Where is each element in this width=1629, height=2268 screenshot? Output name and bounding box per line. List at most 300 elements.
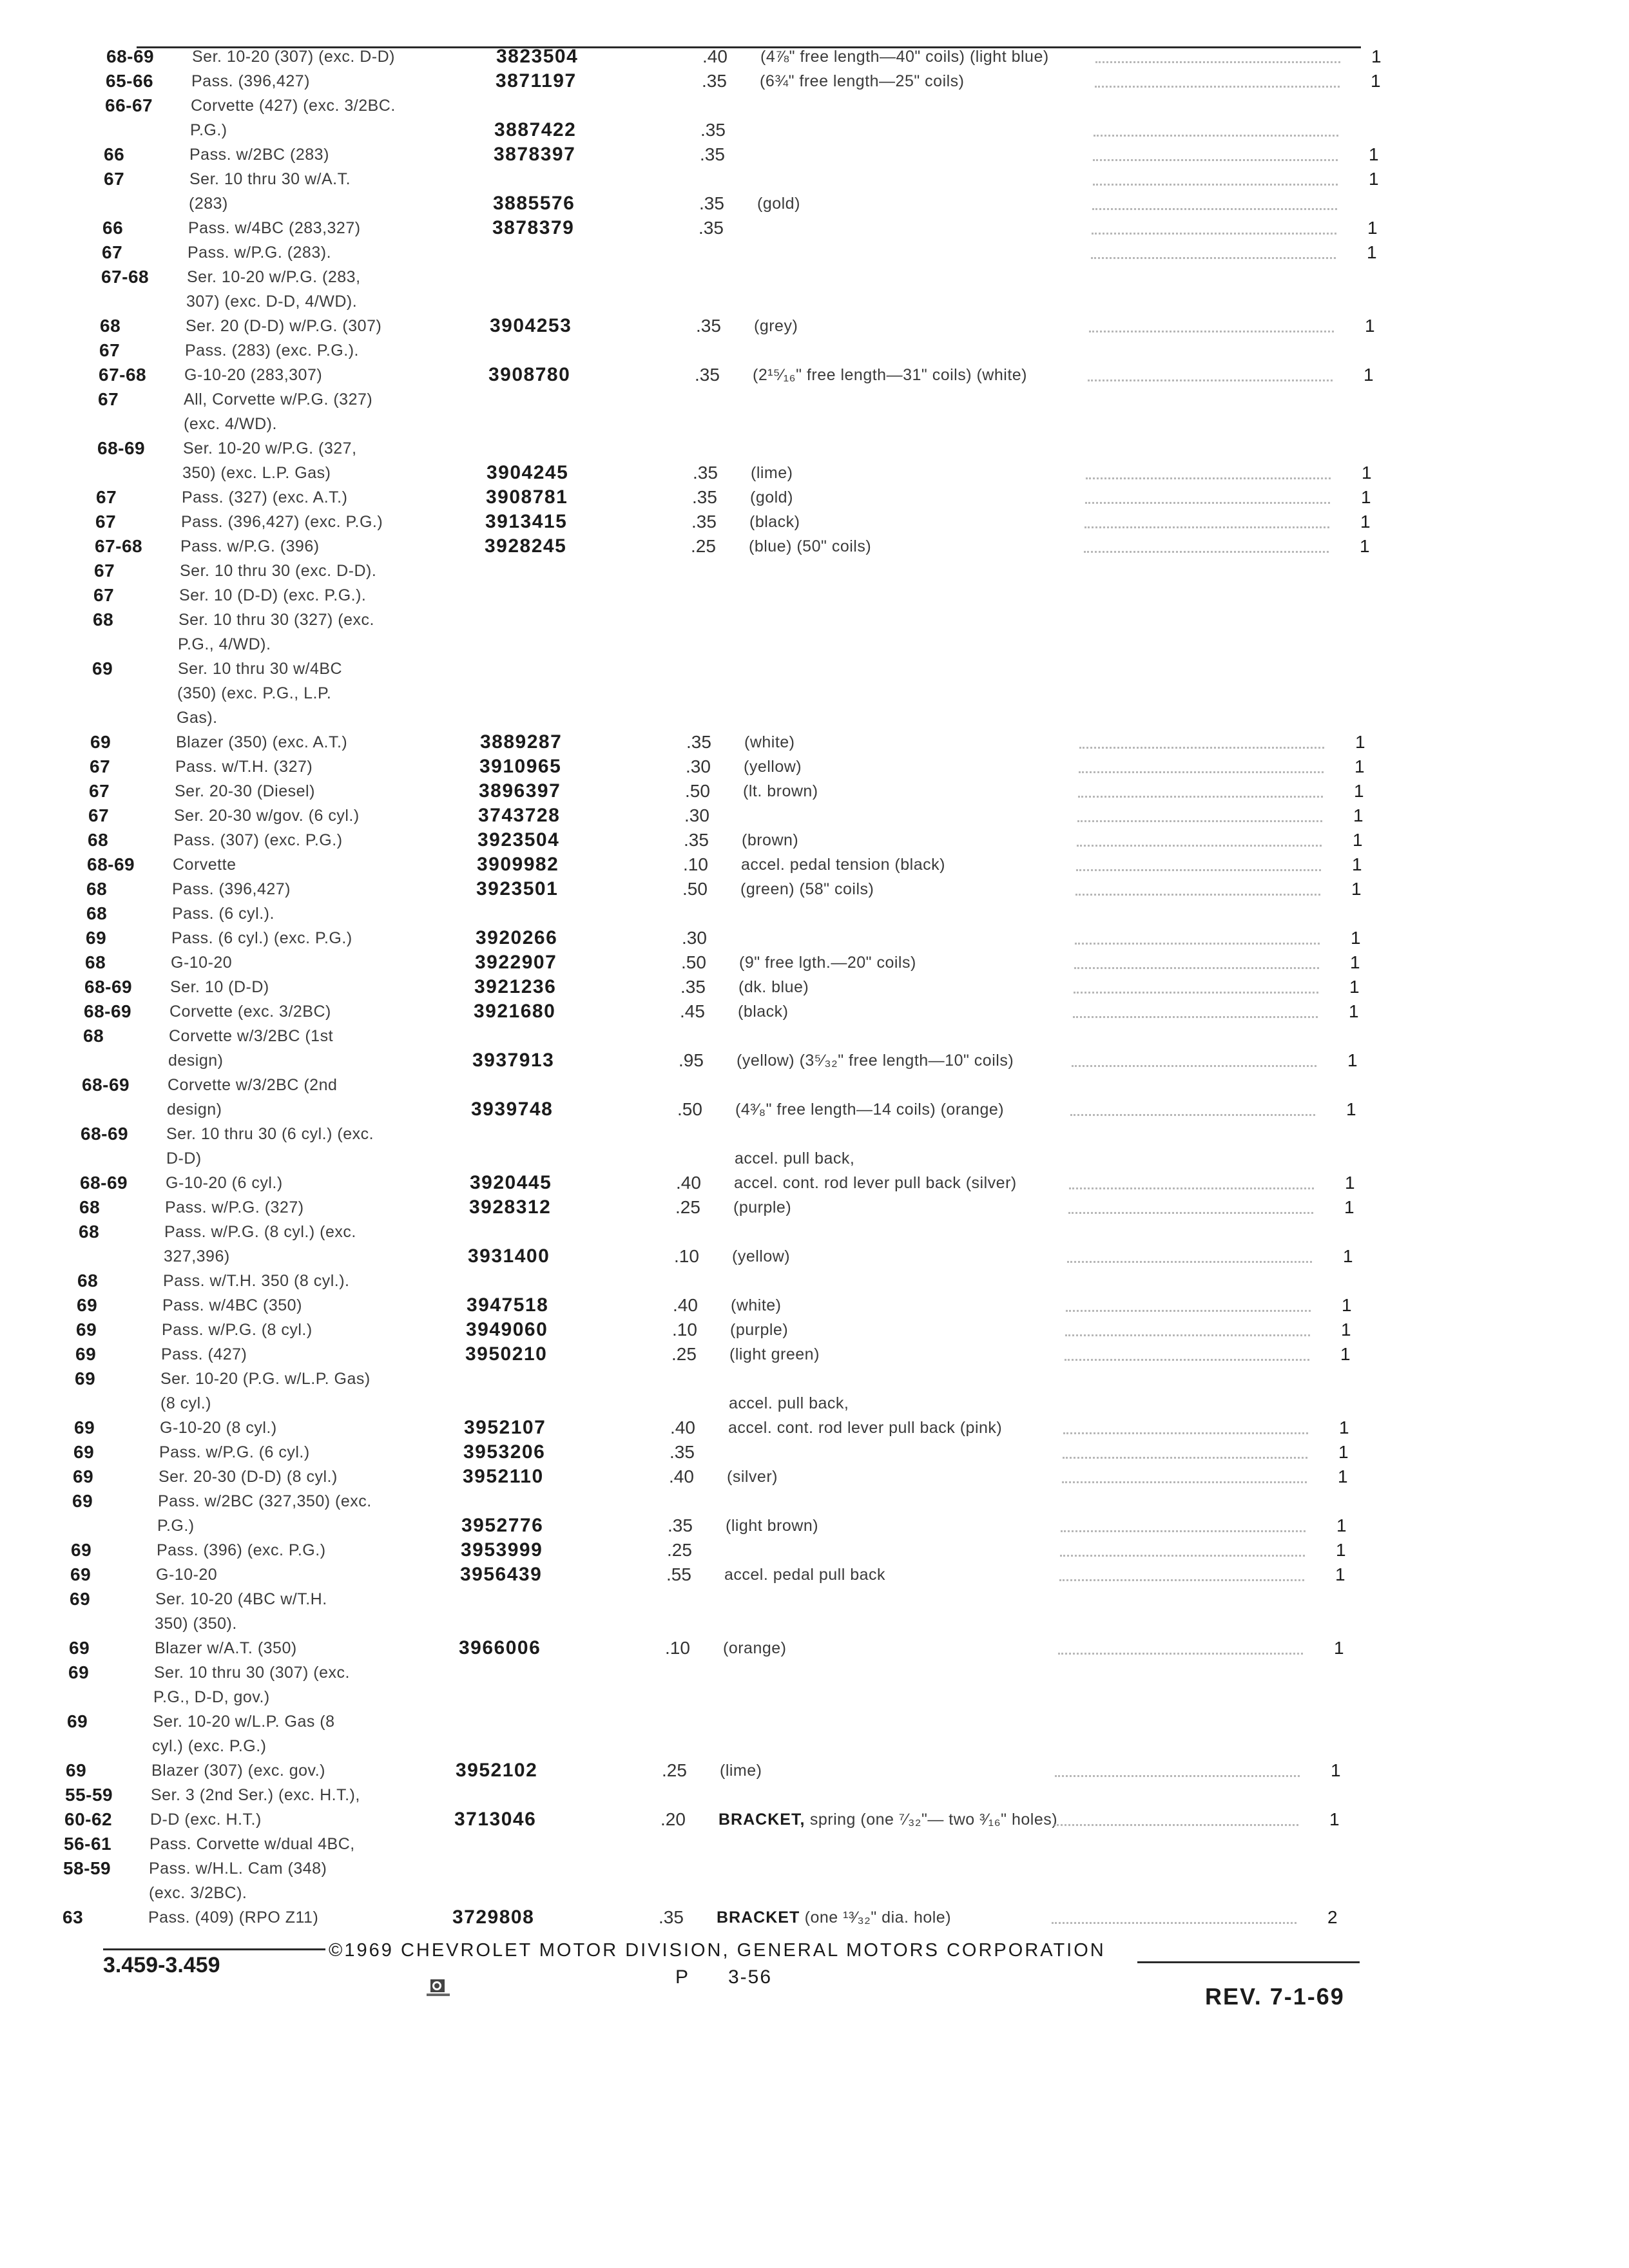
- row-price: .40: [670, 1418, 695, 1437]
- row-description: [750, 488, 793, 507]
- row-year: 68-69: [97, 438, 146, 458]
- row-description: [741, 855, 945, 874]
- row-application: Pass. (396,427): [191, 72, 310, 90]
- row-application: G-10-20 (8 cyl.): [160, 1419, 277, 1437]
- row-leader-dots: [1091, 257, 1336, 259]
- row-leader-dots: [1066, 1310, 1311, 1312]
- row-application: Pass. w/P.G. (327): [165, 1198, 304, 1216]
- row-application: (exc. 4/WD).: [184, 415, 277, 433]
- row-quantity: 1: [1354, 756, 1365, 776]
- row-leader-dots: [1070, 1114, 1315, 1116]
- row-application: Pass. (307) (exc. P.G.): [173, 831, 343, 849]
- row-part-number: 3885576: [493, 193, 575, 214]
- row-quantity: 1: [1349, 977, 1360, 997]
- row-quantity: 1: [1345, 1173, 1355, 1193]
- row-year: 66: [104, 144, 125, 164]
- row-leader-dots: [1063, 1432, 1308, 1434]
- row-description: [760, 72, 965, 91]
- row-description: [733, 1198, 791, 1217]
- row-quantity: 1: [1371, 71, 1381, 91]
- row-description: [732, 1247, 790, 1266]
- row-description-text: (grey): [754, 317, 798, 335]
- row-application: Pass. (6 cyl.) (exc. P.G.): [171, 929, 352, 947]
- row-price: .35: [686, 732, 711, 752]
- row-description-text: (4³⁄₈" free length—14 coils) (orange): [735, 1100, 1005, 1119]
- row-application: Blazer (307) (exc. gov.): [151, 1762, 325, 1780]
- row-price: .40: [702, 46, 728, 66]
- row-description-text: (dk. blue): [738, 978, 809, 996]
- row-description: [717, 1908, 951, 1927]
- row-description: [729, 1394, 849, 1413]
- row-year: 68-69: [84, 1001, 132, 1021]
- row-price: .35: [691, 512, 717, 532]
- row-price: .35: [702, 71, 727, 91]
- row-leader-dots: [1076, 869, 1321, 871]
- row-description: [723, 1639, 787, 1658]
- row-year: 67: [102, 242, 123, 262]
- row-description: [734, 1173, 1017, 1193]
- row-quantity: 1: [1364, 365, 1374, 385]
- row-leader-dots: [1058, 1653, 1303, 1655]
- row-quantity: 1: [1343, 1246, 1353, 1266]
- row-leader-dots: [1074, 992, 1318, 994]
- row-price: .25: [662, 1760, 687, 1780]
- row-application: Pass. w/4BC (350): [162, 1296, 302, 1314]
- row-part-number: 3913415: [485, 511, 568, 532]
- row-quantity: 1: [1346, 1099, 1356, 1119]
- row-application: Blazer w/A.T. (350): [155, 1639, 297, 1657]
- row-description-text: (lime): [751, 464, 793, 482]
- row-description-text: spring (one ⁷⁄₃₂"— two ³⁄₁₆" holes): [809, 1811, 1058, 1829]
- row-leader-dots: [1077, 820, 1322, 822]
- row-price: .35: [695, 365, 720, 385]
- row-year: 68: [93, 610, 114, 629]
- row-price: .25: [675, 1197, 700, 1217]
- row-application: Pass. w/2BC (283): [189, 146, 329, 164]
- row-description: [753, 365, 1027, 385]
- footer-rule-right: [1137, 1961, 1360, 1963]
- row-year: 69: [75, 1344, 97, 1364]
- row-description: [724, 1565, 885, 1584]
- row-part-number: 3920445: [470, 1172, 552, 1193]
- row-quantity: 1: [1338, 1466, 1348, 1486]
- row-description-heading: BRACKET,: [718, 1811, 805, 1829]
- row-price: .45: [680, 1001, 705, 1021]
- row-application: Ser. 10-20 (4BC w/T.H.: [155, 1590, 327, 1608]
- row-application: Ser. 10 (D-D) (exc. P.G.).: [179, 586, 367, 604]
- row-application: D-D (exc. H.T.): [150, 1811, 262, 1829]
- row-leader-dots: [1065, 1334, 1310, 1336]
- row-description-text: (purple): [730, 1321, 789, 1339]
- row-price: .35: [700, 144, 725, 164]
- row-description-text: (gold): [750, 488, 793, 506]
- row-year: 69: [68, 1662, 90, 1682]
- row-leader-dots: [1079, 771, 1324, 773]
- row-application: Pass. w/P.G. (8 cyl.): [162, 1321, 313, 1339]
- row-application: P.G.): [190, 121, 227, 139]
- row-price: .10: [683, 854, 708, 874]
- row-leader-dots: [1092, 208, 1337, 210]
- row-application: Pass. w/4BC (283,327): [188, 219, 361, 237]
- row-description-text: accel. pedal tension (black): [741, 856, 945, 874]
- row-application: (exc. 3/2BC).: [149, 1884, 247, 1902]
- row-part-number: 3953206: [463, 1441, 546, 1463]
- row-description: [727, 1467, 778, 1486]
- row-leader-dots: [1093, 159, 1338, 161]
- row-application: Ser. 10 thru 30 w/4BC: [178, 660, 343, 678]
- row-leader-dots: [1084, 526, 1329, 528]
- row-description-text: (light brown): [726, 1517, 819, 1535]
- row-quantity: 2: [1327, 1907, 1338, 1927]
- row-description-text: accel. pull back,: [735, 1149, 855, 1168]
- row-year: 55-59: [65, 1785, 113, 1805]
- row-price: .40: [676, 1173, 701, 1193]
- row-quantity: 1: [1338, 1442, 1349, 1462]
- row-year: 67-68: [99, 365, 147, 385]
- row-year: 60-62: [64, 1809, 113, 1829]
- row-application: Pass. (6 cyl.).: [172, 905, 275, 923]
- row-year: 69: [72, 1491, 93, 1511]
- row-application: Pass. (396,427): [172, 880, 291, 898]
- row-part-number: 3729808: [452, 1907, 535, 1928]
- row-year: 66: [102, 218, 124, 238]
- row-year: 68: [88, 830, 109, 850]
- row-application: 350) (350).: [155, 1615, 237, 1633]
- row-year: 69: [70, 1564, 92, 1584]
- gm-logo-icon: [425, 1975, 454, 2000]
- row-price: .35: [668, 1515, 693, 1535]
- row-price: .40: [669, 1466, 694, 1486]
- row-description: [739, 953, 916, 972]
- row-part-number: 3928245: [485, 535, 567, 557]
- row-application: Ser. 10-20 w/P.G. (283,: [187, 268, 361, 286]
- row-part-number: 3823504: [496, 46, 579, 67]
- row-description-text: (black): [749, 513, 800, 531]
- row-year: 68-69: [84, 977, 133, 997]
- row-application: Pass. Corvette w/dual 4BC,: [149, 1835, 355, 1853]
- row-year: 67: [94, 561, 115, 581]
- row-price: .35: [696, 316, 721, 336]
- row-application: Pass. w/P.G. (396): [180, 537, 320, 555]
- row-part-number: 3952110: [463, 1466, 544, 1487]
- row-price: .35: [680, 977, 706, 997]
- row-description-text: (orange): [723, 1639, 787, 1657]
- row-quantity: 1: [1349, 1001, 1359, 1021]
- row-leader-dots: [1088, 380, 1333, 381]
- row-price: .35: [684, 830, 709, 850]
- row-application: cyl.) (exc. P.G.): [152, 1737, 267, 1755]
- footer-rule-left: [103, 1948, 325, 1950]
- row-leader-dots: [1094, 135, 1338, 137]
- row-description-text: accel. cont. rod lever pull back (pink): [728, 1419, 1003, 1437]
- row-description: [749, 537, 871, 556]
- row-application: Pass. (427): [161, 1345, 247, 1363]
- row-quantity: 1: [1334, 1638, 1344, 1658]
- row-part-number: 3910965: [479, 756, 562, 777]
- row-price: .25: [671, 1344, 697, 1364]
- row-quantity: 1: [1355, 732, 1365, 752]
- row-application: Corvette: [173, 856, 236, 874]
- row-leader-dots: [1067, 1261, 1312, 1263]
- row-price: .35: [693, 463, 718, 483]
- row-quantity: 1: [1354, 781, 1364, 801]
- row-year: 67: [95, 512, 117, 532]
- row-year: 68-69: [106, 46, 155, 66]
- row-description: [744, 757, 802, 776]
- row-part-number: 3921680: [474, 1001, 556, 1022]
- row-year: 67: [90, 756, 111, 776]
- row-application: Corvette w/3/2BC (1st: [169, 1027, 334, 1045]
- row-part-number: 3908780: [488, 364, 571, 385]
- row-year: 68: [85, 952, 106, 972]
- row-part-number: 3889287: [480, 731, 563, 753]
- row-application: Pass. (409) (RPO Z11): [148, 1908, 319, 1927]
- row-application: All, Corvette w/P.G. (327): [184, 390, 373, 408]
- row-description: [751, 463, 793, 483]
- row-description: [735, 1100, 1004, 1119]
- row-part-number: 3939748: [471, 1099, 554, 1120]
- row-price: .10: [665, 1638, 690, 1658]
- row-description-text: (4⅞" free length—40" coils) (light blue): [760, 48, 1049, 66]
- row-application: Ser. 10 thru 30 (307) (exc.: [154, 1664, 350, 1682]
- row-description: [740, 879, 874, 899]
- section-number: 3.459-3.459: [103, 1953, 220, 1977]
- row-year: 68: [100, 316, 121, 336]
- row-quantity: 1: [1347, 1050, 1358, 1070]
- row-application: Pass. w/P.G. (6 cyl.): [159, 1443, 310, 1461]
- row-leader-dots: [1075, 894, 1320, 896]
- row-quantity: 1: [1331, 1760, 1341, 1780]
- row-part-number: 3923504: [477, 829, 560, 850]
- row-description: [730, 1320, 788, 1340]
- row-year: 68: [86, 903, 108, 923]
- row-description-text: (green) (58" coils): [740, 880, 874, 898]
- row-quantity: 1: [1369, 144, 1379, 164]
- row-part-number: 3887422: [494, 119, 577, 140]
- row-application: Ser. 20 (D-D) w/P.G. (307): [186, 317, 382, 335]
- row-price: .35: [659, 1907, 684, 1927]
- row-price: .10: [674, 1246, 699, 1266]
- row-application: G-10-20 (283,307): [184, 366, 323, 384]
- row-leader-dots: [1092, 233, 1336, 235]
- row-application: Ser. 10 thru 30 (6 cyl.) (exc.: [166, 1125, 374, 1143]
- row-price: .50: [681, 952, 706, 972]
- row-price: .35: [699, 193, 724, 213]
- copyright-line: ©1969 CHEVROLET MOTOR DIVISION, GENERAL MOTORS CORPORATION: [329, 1940, 1106, 1961]
- row-part-number: 3937913: [472, 1050, 555, 1071]
- row-year: 67: [93, 585, 115, 605]
- row-quantity: 1: [1336, 1540, 1346, 1560]
- row-quantity: 1: [1365, 316, 1375, 336]
- row-year: 69: [71, 1540, 92, 1560]
- page-number: 3-56: [728, 1966, 773, 1988]
- row-leader-dots: [1095, 86, 1340, 88]
- row-leader-dots: [1055, 1775, 1300, 1777]
- row-application: Pass. w/H.L. Cam (348): [149, 1860, 327, 1878]
- row-application: design): [168, 1052, 224, 1070]
- row-year: 69: [69, 1638, 90, 1658]
- row-application: Ser. 20-30 (D-D) (8 cyl.): [159, 1468, 338, 1486]
- row-application: D-D): [166, 1149, 202, 1168]
- row-description: [731, 1296, 782, 1315]
- row-application: G-10-20 (6 cyl.): [166, 1174, 283, 1192]
- row-application: Ser. 10-20 (307) (exc. D-D): [192, 48, 395, 66]
- row-price: .35: [670, 1442, 695, 1462]
- row-application: Pass. w/T.H. (327): [175, 758, 313, 776]
- row-description-text: accel. cont. rod lever pull back (silver): [734, 1174, 1017, 1192]
- row-part-number: 3878379: [492, 217, 575, 238]
- row-price: .40: [673, 1295, 698, 1315]
- row-application: Pass. w/P.G. (8 cyl.) (exc.: [164, 1223, 356, 1241]
- row-part-number: 3921236: [474, 976, 557, 997]
- row-application: Corvette w/3/2BC (2nd: [168, 1076, 338, 1094]
- row-description: [754, 316, 798, 336]
- row-application: Pass. (327) (exc. A.T.): [182, 488, 348, 506]
- row-description: [735, 1149, 854, 1168]
- row-description-text: (purple): [733, 1198, 792, 1216]
- row-price: .30: [684, 805, 709, 825]
- row-year: 67: [89, 781, 110, 801]
- row-price: .50: [685, 781, 710, 801]
- row-year: 56-61: [64, 1834, 112, 1854]
- row-description-text: (gold): [757, 195, 800, 213]
- row-year: 66-67: [105, 95, 153, 115]
- row-quantity: 1: [1336, 1515, 1347, 1535]
- row-description: [728, 1418, 1002, 1437]
- row-part-number: 3952102: [456, 1760, 538, 1781]
- row-application: Ser. 10-20 w/L.P. Gas (8: [153, 1713, 335, 1731]
- row-application: Pass. w/T.H. 350 (8 cyl.).: [163, 1272, 350, 1290]
- row-part-number: 3923501: [476, 878, 559, 899]
- row-quantity: 1: [1341, 1320, 1351, 1340]
- row-part-number: 3931400: [468, 1245, 550, 1267]
- row-application: Pass. (283) (exc. P.G.).: [185, 341, 359, 360]
- row-description-text: (blue) (50" coils): [749, 537, 872, 555]
- row-description-text: (brown): [742, 831, 799, 849]
- row-leader-dots: [1075, 943, 1320, 945]
- row-price: .35: [699, 218, 724, 238]
- row-description: [760, 47, 1049, 66]
- row-quantity: 1: [1350, 952, 1360, 972]
- row-leader-dots: [1063, 1457, 1307, 1459]
- row-application: P.G., 4/WD).: [178, 635, 271, 653]
- row-application: Pass. (396) (exc. P.G.): [157, 1541, 326, 1559]
- row-application: Ser. 20-30 w/gov. (6 cyl.): [174, 807, 360, 825]
- row-year: 63: [63, 1907, 84, 1927]
- row-description-text: accel. pedal pull back: [724, 1566, 886, 1584]
- row-description-text: (yellow) (3⁵⁄₃₂" free length—10" coils): [737, 1052, 1014, 1070]
- row-year: 69: [74, 1418, 95, 1437]
- row-quantity: 1: [1339, 1418, 1349, 1437]
- row-price: .35: [700, 120, 726, 140]
- row-leader-dots: [1079, 747, 1324, 749]
- row-leader-dots: [1062, 1481, 1307, 1483]
- row-part-number: 3920266: [476, 927, 558, 948]
- row-quantity: 1: [1360, 512, 1371, 532]
- row-application: G-10-20: [171, 954, 233, 972]
- row-price: .55: [666, 1564, 691, 1584]
- row-application: 327,396): [164, 1247, 230, 1265]
- row-year: 69: [66, 1760, 87, 1780]
- row-description-text: (2¹⁵⁄₁₆" free length—31" coils) (white): [753, 366, 1027, 384]
- row-application: Ser. 10 thru 30 w/A.T.: [189, 170, 351, 188]
- row-leader-dots: [1077, 845, 1322, 847]
- row-price: .25: [691, 536, 716, 556]
- row-leader-dots: [1061, 1530, 1306, 1532]
- row-application: (8 cyl.): [160, 1394, 211, 1412]
- row-year: 58-59: [63, 1858, 111, 1878]
- row-quantity: 1: [1371, 46, 1382, 66]
- row-quantity: 1: [1351, 928, 1361, 948]
- row-application: Corvette (exc. 3/2BC): [169, 1003, 331, 1021]
- row-part-number: 3956439: [460, 1564, 543, 1585]
- row-leader-dots: [1054, 1824, 1298, 1826]
- row-description-text: (black): [738, 1003, 789, 1021]
- row-leader-dots: [1052, 1922, 1296, 1924]
- row-description-text: (silver): [727, 1468, 778, 1486]
- row-price: .10: [672, 1320, 697, 1340]
- row-leader-dots: [1072, 1065, 1316, 1067]
- revision-date: REV. 7-1-69: [1205, 1983, 1345, 2010]
- row-leader-dots: [1068, 1212, 1313, 1214]
- row-year: 69: [86, 928, 107, 948]
- row-year: 68: [79, 1197, 101, 1217]
- row-year: 68: [77, 1271, 99, 1291]
- row-description: [749, 512, 800, 532]
- row-price: .30: [682, 928, 707, 948]
- row-leader-dots: [1086, 477, 1331, 479]
- row-part-number: 3966006: [459, 1637, 541, 1658]
- row-year: 67: [96, 487, 117, 507]
- row-year: 68: [79, 1222, 100, 1242]
- row-leader-dots: [1093, 184, 1338, 186]
- row-part-number: 3952776: [461, 1515, 544, 1536]
- row-leader-dots: [1085, 502, 1330, 504]
- row-description: [757, 194, 800, 213]
- row-year: 69: [92, 658, 113, 678]
- row-year: 69: [70, 1589, 91, 1609]
- row-quantity: 1: [1367, 218, 1378, 238]
- row-year: 67: [98, 389, 119, 409]
- row-description: [737, 1051, 1014, 1070]
- row-year: 68-69: [81, 1124, 129, 1144]
- row-leader-dots: [1060, 1555, 1305, 1557]
- row-part-number: 3904253: [490, 315, 572, 336]
- row-application: Pass. w/2BC (327,350) (exc.: [158, 1492, 372, 1510]
- row-application: Ser. 20-30 (Diesel): [175, 782, 315, 800]
- row-price: .25: [667, 1540, 692, 1560]
- row-application: Ser. 10 (D-D): [170, 978, 269, 996]
- row-description: [744, 733, 795, 752]
- row-year: 69: [75, 1369, 96, 1389]
- row-part-number: 3909982: [477, 854, 559, 875]
- row-description: [718, 1810, 1057, 1829]
- row-leader-dots: [1073, 1016, 1318, 1018]
- page-prefix: P: [675, 1966, 690, 1988]
- row-quantity: 1: [1360, 536, 1370, 556]
- row-application: Gas).: [177, 709, 218, 727]
- row-description: [738, 977, 809, 997]
- row-application: Pass. w/P.G. (283).: [188, 244, 332, 262]
- row-description-text: (6¾" free length—25" coils): [760, 72, 965, 90]
- row-quantity: 1: [1353, 805, 1364, 825]
- row-quantity: 1: [1329, 1809, 1340, 1829]
- row-description: [738, 1002, 789, 1021]
- row-description: [726, 1516, 818, 1535]
- row-description-text: (lt. brown): [743, 782, 818, 800]
- row-quantity: 1: [1351, 879, 1362, 899]
- row-description-text: (one ¹³⁄₃₂" dia. hole): [804, 1908, 952, 1927]
